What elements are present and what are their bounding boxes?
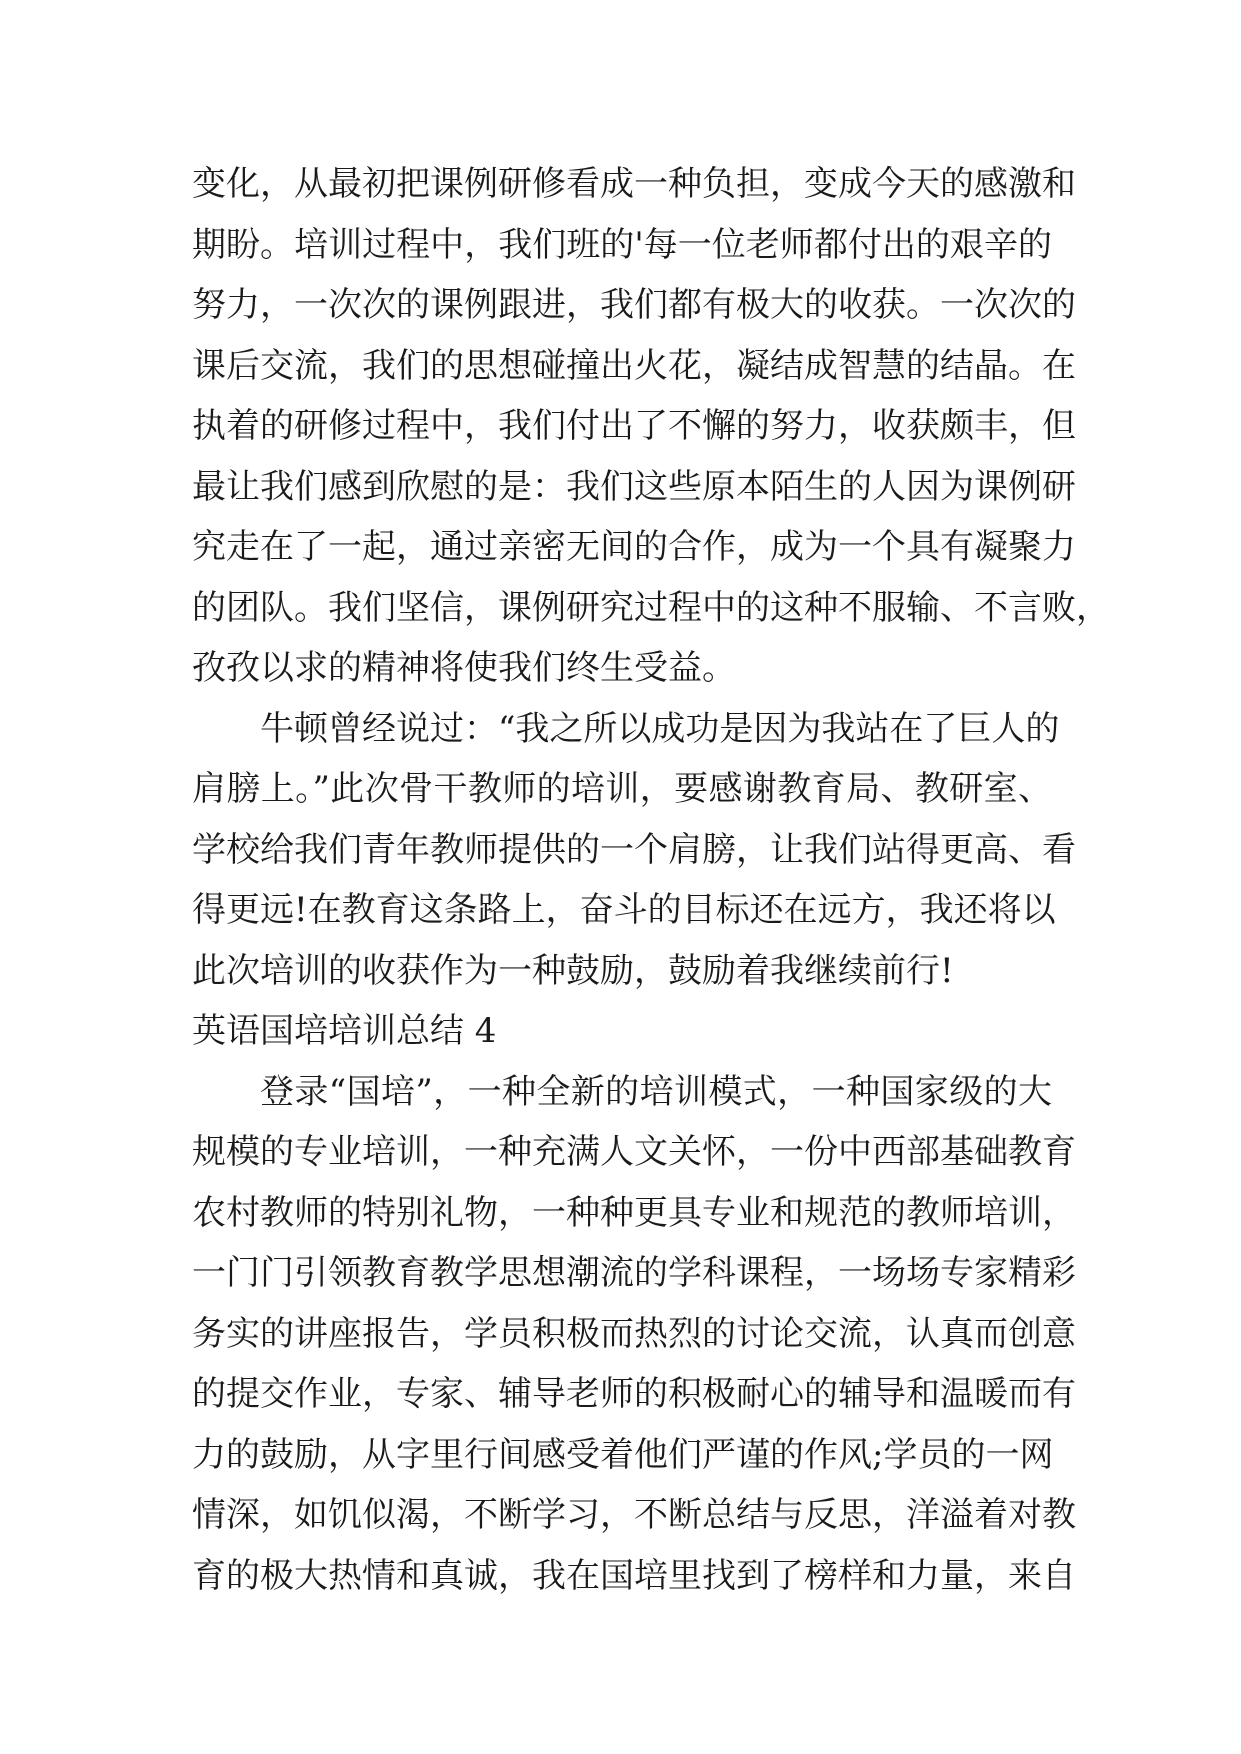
text-line: 一门门引领教育教学思想潮流的学科课程，一场场专家精彩 <box>192 1253 1076 1293</box>
section-heading: 英语国培培训总结 4 <box>192 1011 497 1051</box>
text-line: 育的极大热情和真诚，我在国培里找到了榜样和力量，来自 <box>192 1555 1076 1596</box>
text-line: 变化，从最初把课例研修看成一种负担，变成今天的感激和 <box>192 164 1076 204</box>
text-line: 得更远!在教育这条路上，奋斗的目标还在远方，我还将以 <box>192 890 1056 930</box>
text-line: 究走在了一起，通过亲密无间的合作，成为一个具有凝聚力 <box>192 527 1076 567</box>
text-line: 牛顿曾经说过：“我之所以成功是因为我站在了巨人的 <box>260 708 1060 749</box>
document-body <box>192 154 1110 1606</box>
text-line: 力的鼓励，从字里行间感受着他们严谨的作风;学员的一网 <box>192 1434 1054 1475</box>
text-line: 执着的研修过程中，我们付出了不懈的努力，收获颇丰，但 <box>192 406 1076 446</box>
text-line: 的提交作业，专家、辅导老师的积极耐心的辅导和温暖而有 <box>192 1374 1076 1414</box>
text-line: 农村教师的特别礼物，一种种更具专业和规范的教师培训， <box>192 1192 1076 1233</box>
text-line: 最让我们感到欣慰的是：我们这些原本陌生的人因为课例研 <box>192 466 1076 507</box>
text-line: 规模的专业培训，一种充满人文关怀，一份中西部基础教育 <box>192 1132 1076 1172</box>
text-line: 情深，如饥似渴，不断学习，不断总结与反思，洋溢着对教 <box>192 1495 1076 1535</box>
text-line: 此次培训的收获作为一种鼓励，鼓励着我继续前行! <box>192 950 954 991</box>
text-line: 孜孜以求的精神将使我们终生受益。 <box>192 648 736 688</box>
text-line: 的团队。我们坚信，课例研究过程中的这种不服输、不言败， <box>192 587 1110 628</box>
text-line: 课后交流，我们的思想碰撞出火花，凝结成智慧的结晶。在 <box>192 345 1076 386</box>
text-line: 学校给我们青年教师提供的一个肩膀，让我们站得更高、看 <box>192 829 1076 870</box>
text-line: 期盼。培训过程中，我们班的'每一位老师都付出的艰辛的 <box>192 224 1052 265</box>
text-line: 登录“国培”，一种全新的培训模式，一种国家级的大 <box>260 1071 1052 1112</box>
text-line: 务实的讲座报告，学员积极而热烈的讨论交流，认真而创意 <box>192 1313 1076 1354</box>
text-line: 努力，一次次的课例跟进，我们都有极大的收获。一次次的 <box>192 285 1076 325</box>
text-line: 肩膀上。”此次骨干教师的培训，要感谢教育局、教研室、 <box>192 769 1052 809</box>
